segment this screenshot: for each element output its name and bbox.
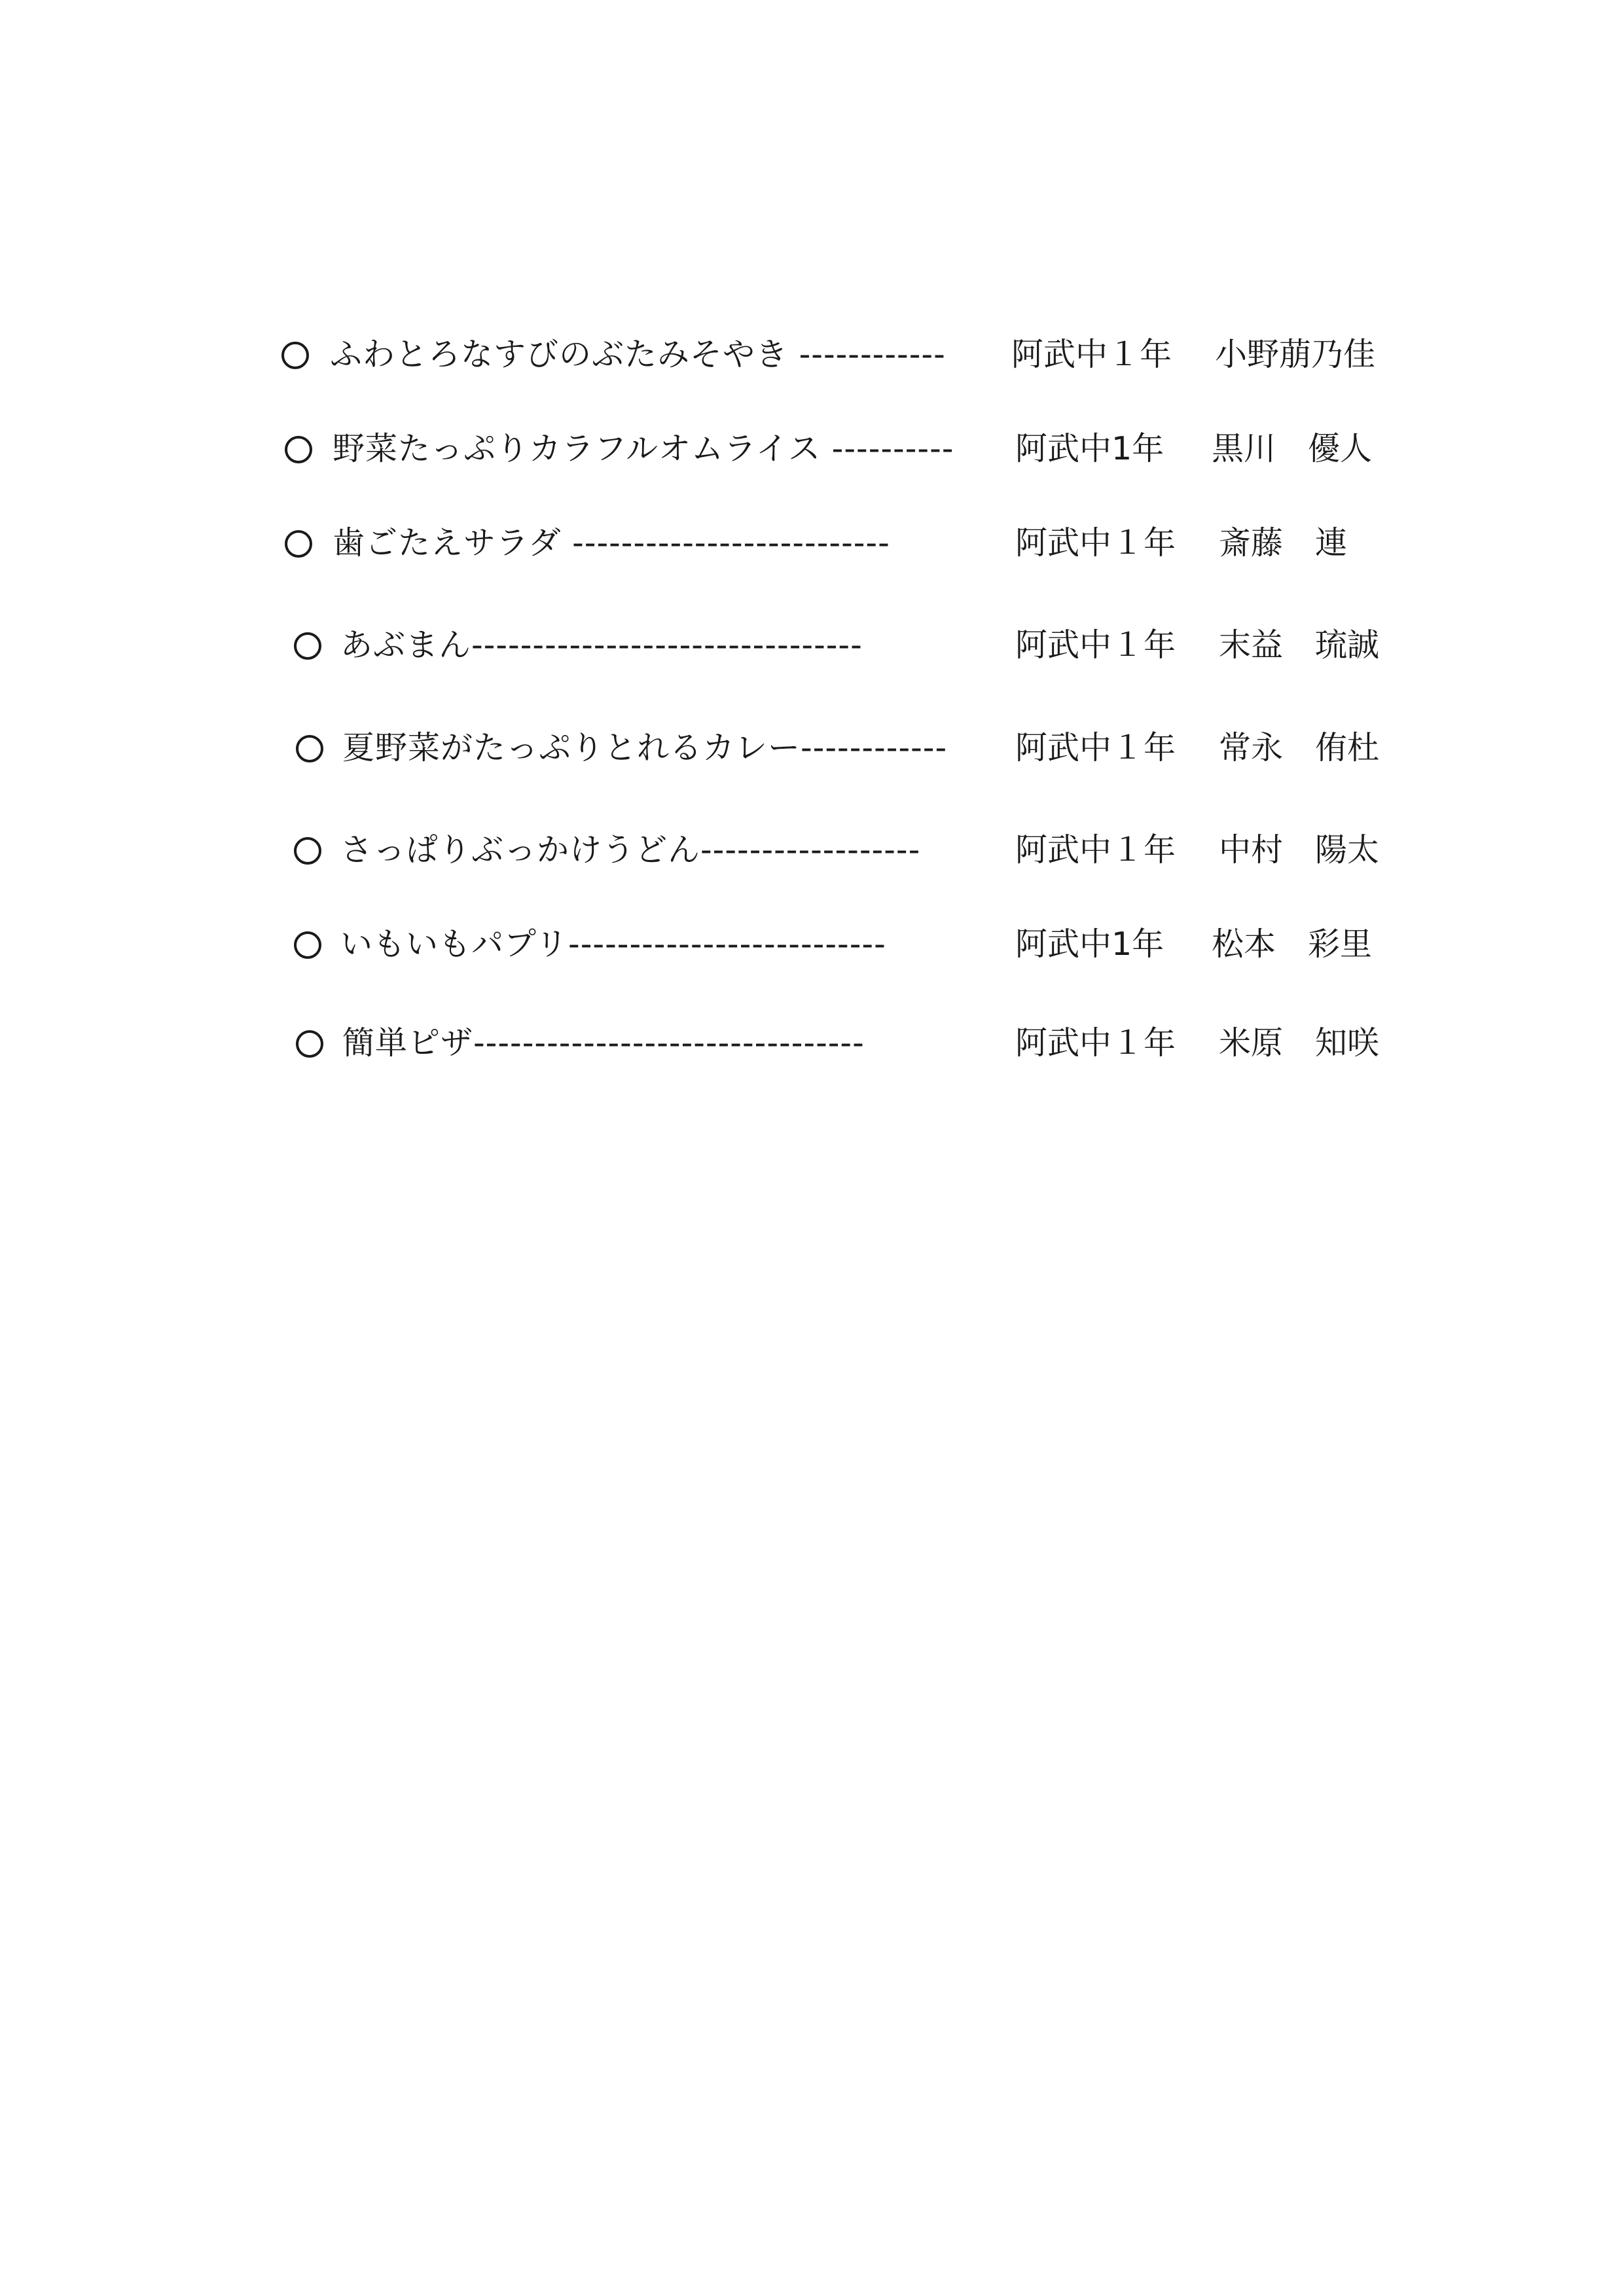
- recipe-title: 簡単ピザ--------------------------------: [342, 1024, 865, 1062]
- student-name: 常永 侑杜: [1219, 729, 1380, 766]
- school-grade: 阿武中１年: [1011, 336, 1172, 373]
- circle-bullet-icon: [285, 436, 312, 463]
- school-grade: 阿武中1年: [1015, 430, 1164, 467]
- list-item: [0, 1014, 1624, 1073]
- school-grade: 阿武中1年: [1015, 925, 1164, 963]
- school-grade: 阿武中１年: [1015, 729, 1176, 766]
- list-item: [0, 325, 1624, 384]
- list-item: [0, 915, 1624, 974]
- circle-bullet-icon: [285, 530, 312, 558]
- student-name: 小野萠乃佳: [1215, 336, 1376, 373]
- circle-bullet-icon: [294, 931, 321, 959]
- list-item: [0, 420, 1624, 478]
- recipe-title: 歯ごたえサラダ --------------------------: [333, 524, 890, 562]
- student-name: 米原 知咲: [1219, 1024, 1380, 1062]
- school-grade: 阿武中１年: [1015, 626, 1176, 664]
- circle-bullet-icon: [281, 342, 309, 369]
- list-item: [0, 719, 1624, 778]
- school-grade: 阿武中１年: [1015, 1024, 1176, 1062]
- list-item: [0, 616, 1624, 675]
- circle-bullet-icon: [296, 735, 323, 762]
- recipe-title: いもいもパプリ--------------------------: [340, 925, 886, 963]
- student-name: 松本 彩里: [1212, 925, 1373, 963]
- student-name: 斎藤 連: [1219, 524, 1348, 562]
- list-item: [0, 821, 1624, 880]
- circle-bullet-icon: [294, 632, 321, 660]
- student-name: 中村 陽太: [1219, 831, 1380, 869]
- recipe-title: 野菜たっぷりカラフルオムライス ----------: [333, 430, 954, 467]
- student-name: 末益 琉誠: [1219, 626, 1380, 664]
- circle-bullet-icon: [294, 837, 321, 865]
- recipe-title: さっぱりぶっかけうどん------------------: [340, 831, 921, 869]
- school-grade: 阿武中１年: [1015, 831, 1176, 869]
- recipe-title: あぶまん--------------------------------: [340, 626, 863, 664]
- circle-bullet-icon: [296, 1030, 323, 1058]
- recipe-title: ふわとろなすびのぶたみそやき ------------: [330, 336, 946, 373]
- list-item: [0, 514, 1624, 573]
- student-name: 黒川 優人: [1212, 430, 1373, 467]
- recipe-title: 夏野菜がたっぷりとれるカレー------------: [342, 729, 948, 766]
- school-grade: 阿武中１年: [1015, 524, 1176, 562]
